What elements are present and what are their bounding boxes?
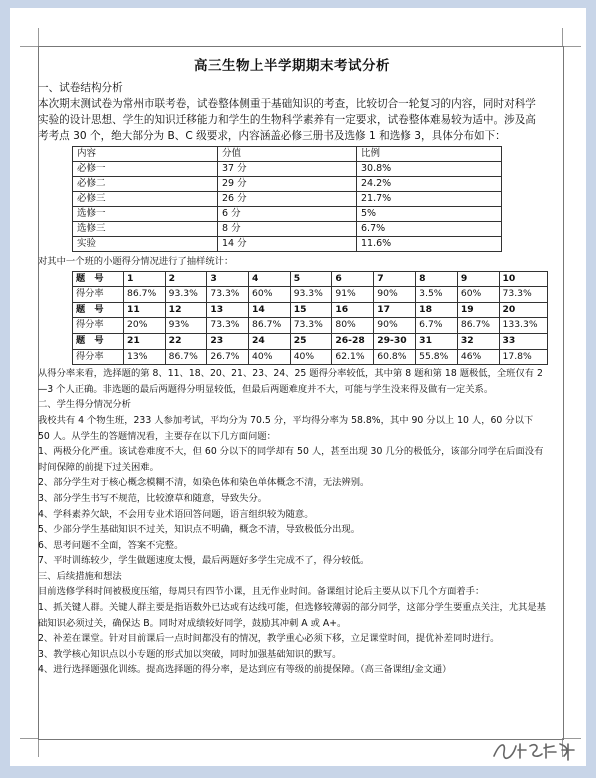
table-cell: 10 <box>499 271 547 287</box>
table-cell: 题 号 <box>73 302 124 318</box>
paragraph: 本次期末测试卷为常州市联考卷，试卷整体侧重于基础知识的考查，比较切合一轮复习的内容，同时对科学实验的设计思想、学生的知识迁移能力和学生的生物科学素养有一定要求，试卷整体难易较为适中。涉及高考考点 30 个，绝大部分为 B、C 级要求，内容涵盖必修三册书及选修 1 和选修 3，具体分布如下： <box>38 98 536 142</box>
crop-mark <box>562 28 581 47</box>
list-item: 5、少部分学生基础知识不过关，知识点不明确，概念不清，导致极低分出现。 <box>38 524 361 536</box>
list-item: 6、思考问题不全面，答案不完整。 <box>38 539 184 551</box>
paragraph: 对其中一个班的小题得分情况进行了抽样统计： <box>38 256 234 267</box>
section-heading: 二、学生得分情况分析 <box>38 399 131 411</box>
section-heading: 三、后续措施和想法 <box>38 570 122 582</box>
table-cell: 2 <box>165 271 207 287</box>
paragraph: 从得分率来看，选择题的第 8、11、18、20、21、23、24、25 题得分率较低，其中第 8 题和第 18 题极低，全班仅有 2—3 个人正确。非选题的最后两题得分明显较低，但最后两题难度并不大，可能与学生没来得及做有一定关系。 <box>38 368 543 395</box>
table-cell: 73.3% <box>290 318 332 334</box>
table-cell: 5 <box>290 271 332 287</box>
table-cell: 17.8% <box>499 349 547 365</box>
table-row <box>73 162 502 177</box>
table-cell: 26-28 <box>332 333 374 349</box>
question-number-row <box>73 333 548 349</box>
table-cell: 37 分 <box>218 162 357 177</box>
table-cell: 73.3% <box>499 287 547 303</box>
table-cell: 5% <box>357 207 502 222</box>
table-cell: 73.3% <box>207 318 249 334</box>
table-cell: 21.7% <box>357 192 502 207</box>
table-cell: 90% <box>374 318 416 334</box>
list-item: 3、部分学生书写不规范，比较潦草和随意，导致失分。 <box>38 492 268 504</box>
table-row <box>73 177 502 192</box>
table-cell: 14 <box>249 302 291 318</box>
table-cell: 选修一 <box>73 207 218 222</box>
list-item: 4、进行选择题强化训练。提高选择题的得分率，是达到应有等级的前提保障。（高三备课组/金文通） <box>38 664 452 676</box>
table-cell: 93.3% <box>290 287 332 303</box>
table-cell: 93% <box>165 318 207 334</box>
table-cell: 86.7% <box>457 318 499 334</box>
question-number-row <box>73 302 548 318</box>
table-cell: 60.8% <box>374 349 416 365</box>
table-cell: 7 <box>374 271 416 287</box>
table-cell: 实验 <box>73 237 218 252</box>
table-cell: 14 分 <box>218 237 357 252</box>
table-cell: 86.7% <box>249 318 291 334</box>
table-cell: 60% <box>249 287 291 303</box>
table-cell: 133.3% <box>499 318 547 334</box>
score-rate-row <box>73 287 548 303</box>
table-cell: 1 <box>124 271 166 287</box>
table-cell: 6 <box>332 271 374 287</box>
distribution-table <box>72 146 502 252</box>
table-cell: 62.1% <box>332 349 374 365</box>
table-cell: 11 <box>124 302 166 318</box>
table-cell: 必修一 <box>73 162 218 177</box>
table-cell: 20% <box>124 318 166 334</box>
watermark-logo <box>490 738 580 769</box>
table-cell: 得分率 <box>73 318 124 334</box>
table-header-cell: 比例 <box>357 147 502 162</box>
table-header-row <box>73 147 502 162</box>
table-cell: 6.7% <box>416 318 458 334</box>
table-header-cell: 内容 <box>73 147 218 162</box>
table-cell: 12 <box>165 302 207 318</box>
table-cell: 8 <box>416 271 458 287</box>
table-cell: 23 <box>207 333 249 349</box>
table-cell: 题 号 <box>73 271 124 287</box>
table-cell: 17 <box>374 302 416 318</box>
table-cell: 73.3% <box>207 287 249 303</box>
table-cell: 18 <box>416 302 458 318</box>
table-cell: 3.5% <box>416 287 458 303</box>
table-cell: 40% <box>290 349 332 365</box>
table-cell: 60% <box>457 287 499 303</box>
table-cell: 26 分 <box>218 192 357 207</box>
list-item: 4、学科素养欠缺，不会用专业术语回答问题，语言组织较为随意。 <box>38 508 314 520</box>
table-row <box>73 237 502 252</box>
table-cell: 46% <box>457 349 499 365</box>
table-cell: 40% <box>249 349 291 365</box>
score-rate-row <box>73 318 548 334</box>
table-cell: 9 <box>457 271 499 287</box>
table-cell: 86.7% <box>165 349 207 365</box>
score-rate-table <box>72 271 548 366</box>
table-cell: 4 <box>249 271 291 287</box>
table-cell: 90% <box>374 287 416 303</box>
table-row <box>73 207 502 222</box>
crop-mark <box>20 28 39 47</box>
list-item: 3、教学核心知识点以小专题的形式加以突破，同时加强基础知识的默写。 <box>38 648 342 660</box>
table-cell: 24.2% <box>357 177 502 192</box>
table-cell: 21 <box>124 333 166 349</box>
list-item: 7、平时训练较少，学生做题速度太慢，最后两题好多学生完成不了，得分较低。 <box>38 555 370 567</box>
table-cell: 29-30 <box>374 333 416 349</box>
table-cell: 25 <box>290 333 332 349</box>
document-title: 高三生物上半学期期末考试分析 <box>194 58 390 74</box>
table-cell: 80% <box>332 318 374 334</box>
score-rate-row <box>73 349 548 365</box>
table-cell: 22 <box>165 333 207 349</box>
table-cell: 29 分 <box>218 177 357 192</box>
table-cell: 19 <box>457 302 499 318</box>
table-cell: 13% <box>124 349 166 365</box>
table-row <box>73 192 502 207</box>
table-cell: 得分率 <box>73 287 124 303</box>
table-cell: 24 <box>249 333 291 349</box>
table-cell: 16 <box>332 302 374 318</box>
section-heading: 一、试卷结构分析 <box>38 82 123 94</box>
table-cell: 6 分 <box>218 207 357 222</box>
table-cell: 20 <box>499 302 547 318</box>
paragraph: 我校共有 4 个物生班，233 人参加考试，平均分为 70.5 分，平均得分率为 58.8%，其中 90 分以上 10 人，60 分以下 50 人。从学生的答题情况看，主要存在以下几方面问题： <box>38 414 534 442</box>
list-item: 2、部分学生对于核心概念模糊不清，如染色体和染色单体概念不清，无法辨别。 <box>38 477 370 489</box>
table-cell: 33 <box>499 333 547 349</box>
table-cell: 11.6% <box>357 237 502 252</box>
table-cell: 选修三 <box>73 222 218 237</box>
list-item: 1、两极分化严重。该试卷难度不大，但 60 分以下的同学却有 50 人，甚至出现 30 几分的极低分，该部分同学在后面没有时间保障的前提下过关困难。 <box>38 446 544 473</box>
document-body[interactable] <box>38 48 546 678</box>
table-cell: 必修二 <box>73 177 218 192</box>
table-row <box>73 222 502 237</box>
table-cell: 86.7% <box>124 287 166 303</box>
list-item: 1、抓关键人群。关键人群主要是指语数外已达或有达线可能，但选修较薄弱的部分同学，这部分学生要重点关注，尤其是基础知识必须过关，确保达 B。同时对成绩较好同学，鼓励其冲刺 A 或 A+。 <box>38 602 546 629</box>
table-cell: 15 <box>290 302 332 318</box>
table-cell: 得分率 <box>73 349 124 365</box>
table-cell: 13 <box>207 302 249 318</box>
table-cell: 91% <box>332 287 374 303</box>
table-cell: 55.8% <box>416 349 458 365</box>
table-cell: 32 <box>457 333 499 349</box>
table-cell: 30.8% <box>357 162 502 177</box>
question-number-row <box>73 271 548 287</box>
crop-mark <box>20 738 39 757</box>
table-cell: 3 <box>207 271 249 287</box>
table-cell: 8 分 <box>218 222 357 237</box>
table-header-cell: 分值 <box>218 147 357 162</box>
table-cell: 26.7% <box>207 349 249 365</box>
list-item: 2、补差在课堂。针对目前课后一点时间都没有的情况，教学重心必须下移，立足课堂时间，提优补差同时进行。 <box>38 633 500 645</box>
table-cell: 31 <box>416 333 458 349</box>
table-cell: 必修三 <box>73 192 218 207</box>
table-cell: 题 号 <box>73 333 124 349</box>
paragraph: 目前选修学科时间被极度压缩，每周只有四节小课，且无作业时间。备课组讨论后主要从以下几个方面着手： <box>38 586 485 598</box>
table-cell: 93.3% <box>165 287 207 303</box>
table-cell: 6.7% <box>357 222 502 237</box>
